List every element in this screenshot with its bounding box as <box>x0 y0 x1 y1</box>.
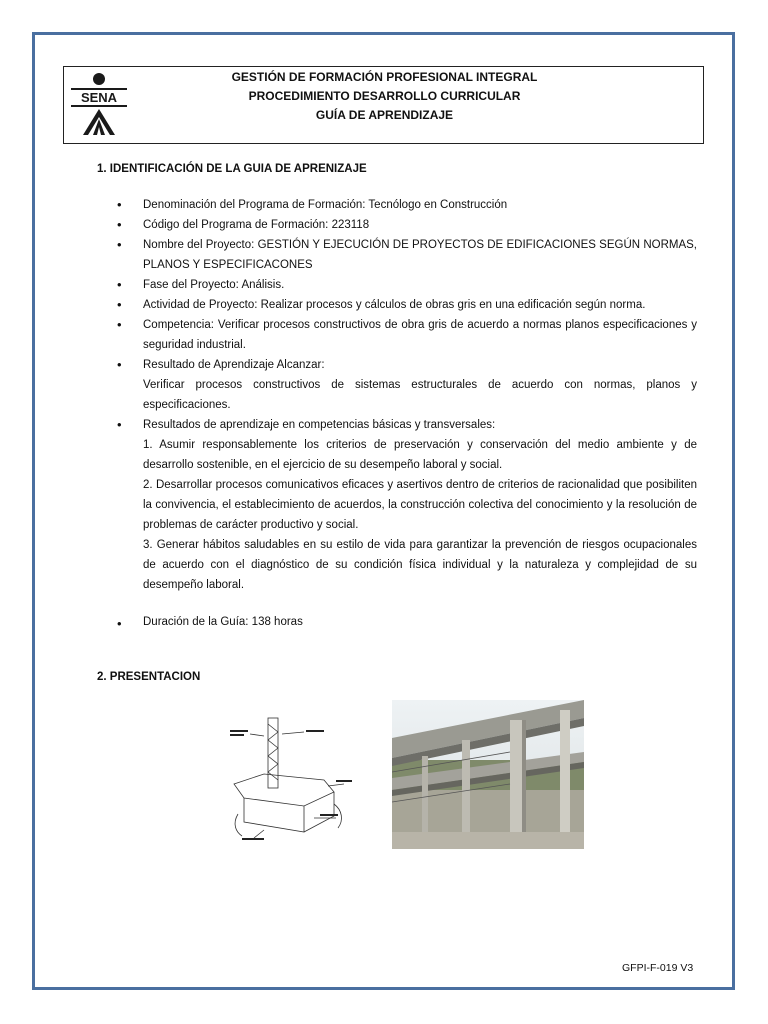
document-header <box>63 66 704 144</box>
identification-list <box>116 195 697 595</box>
column-footing-drawing <box>224 714 356 846</box>
transversales-label: • Resultados de aprendizaje en competencias básicas y transversales: <box>143 419 496 431</box>
duration-item: • Duración de la Guía: 138 horas <box>116 616 703 628</box>
list-item-transversales <box>116 415 697 595</box>
transversal-item: 3. Generar hábitos saludables en su estilo de vida para garantizar la prevención de riesgos ocupacionales de acuerdo con el diagnóstico de su condición física individual y la naturaleza y complejidad de su desempeño laboral. <box>143 539 697 591</box>
svg-text:SENA: SENA <box>80 90 118 105</box>
header-title-line3: GUÍA DE APRENDIZAJE <box>315 108 454 122</box>
form-code: GFPI-F-019 V3 <box>622 962 694 974</box>
list-item: • Denominación del Programa de Formación: Tecnólogo en Construcción <box>116 195 697 215</box>
list-item: • Actividad de Proyecto: Realizar procesos y cálculos de obras gris en una edificación según norma. <box>116 295 697 315</box>
section2-heading: 2. PRESENTACION <box>97 671 201 683</box>
resultado-text: Verificar procesos constructivos de sistemas estructurales de acuerdo con normas, planos y especificaciones. <box>143 379 697 411</box>
header-title-line1: GESTIÓN DE FORMACIÓN PROFESIONAL INTEGRAL <box>231 70 538 84</box>
header-title-line2: PROCEDIMIENTO DESARROLLO CURRICULAR <box>248 89 521 103</box>
list-item: • Código del Programa de Formación: 223118 <box>116 215 697 235</box>
list-item: • Nombre del Proyecto: GESTIÓN Y EJECUCIÓN DE PROYECTOS DE EDIFICACIONES SEGÚN NORMAS, PLANOS Y ESPECIFICACONES <box>116 235 697 275</box>
list-item-resultado <box>116 355 697 415</box>
section1-heading: 1. IDENTIFICACIÓN DE LA GUIA DE APRENIZAJE <box>97 163 367 175</box>
list-item: • Fase del Proyecto: Análisis. <box>116 275 697 295</box>
building-structure-photo <box>392 700 584 849</box>
transversal-item: 1. Asumir responsablemente los criterios de preservación y conservación del medio ambiente y de desarrollo sostenible, en el ejercicio de su desempeño laboral y social. <box>143 439 697 471</box>
list-item: • Competencia: Verificar procesos constructivos de obra gris de acuerdo a normas planos especificaciones y seguridad industrial. <box>116 315 697 355</box>
transversal-item: 2. Desarrollar procesos comunicativos eficaces y asertivos dentro de criterios de racionalidad que posibiliten la convivencia, el establecimiento de acuerdos, la construcción colectiva del conocimiento y la resolución de problemas de carácter productivo y social. <box>143 479 697 531</box>
resultado-label: • Resultado de Aprendizaje Alcanzar: <box>143 359 325 371</box>
